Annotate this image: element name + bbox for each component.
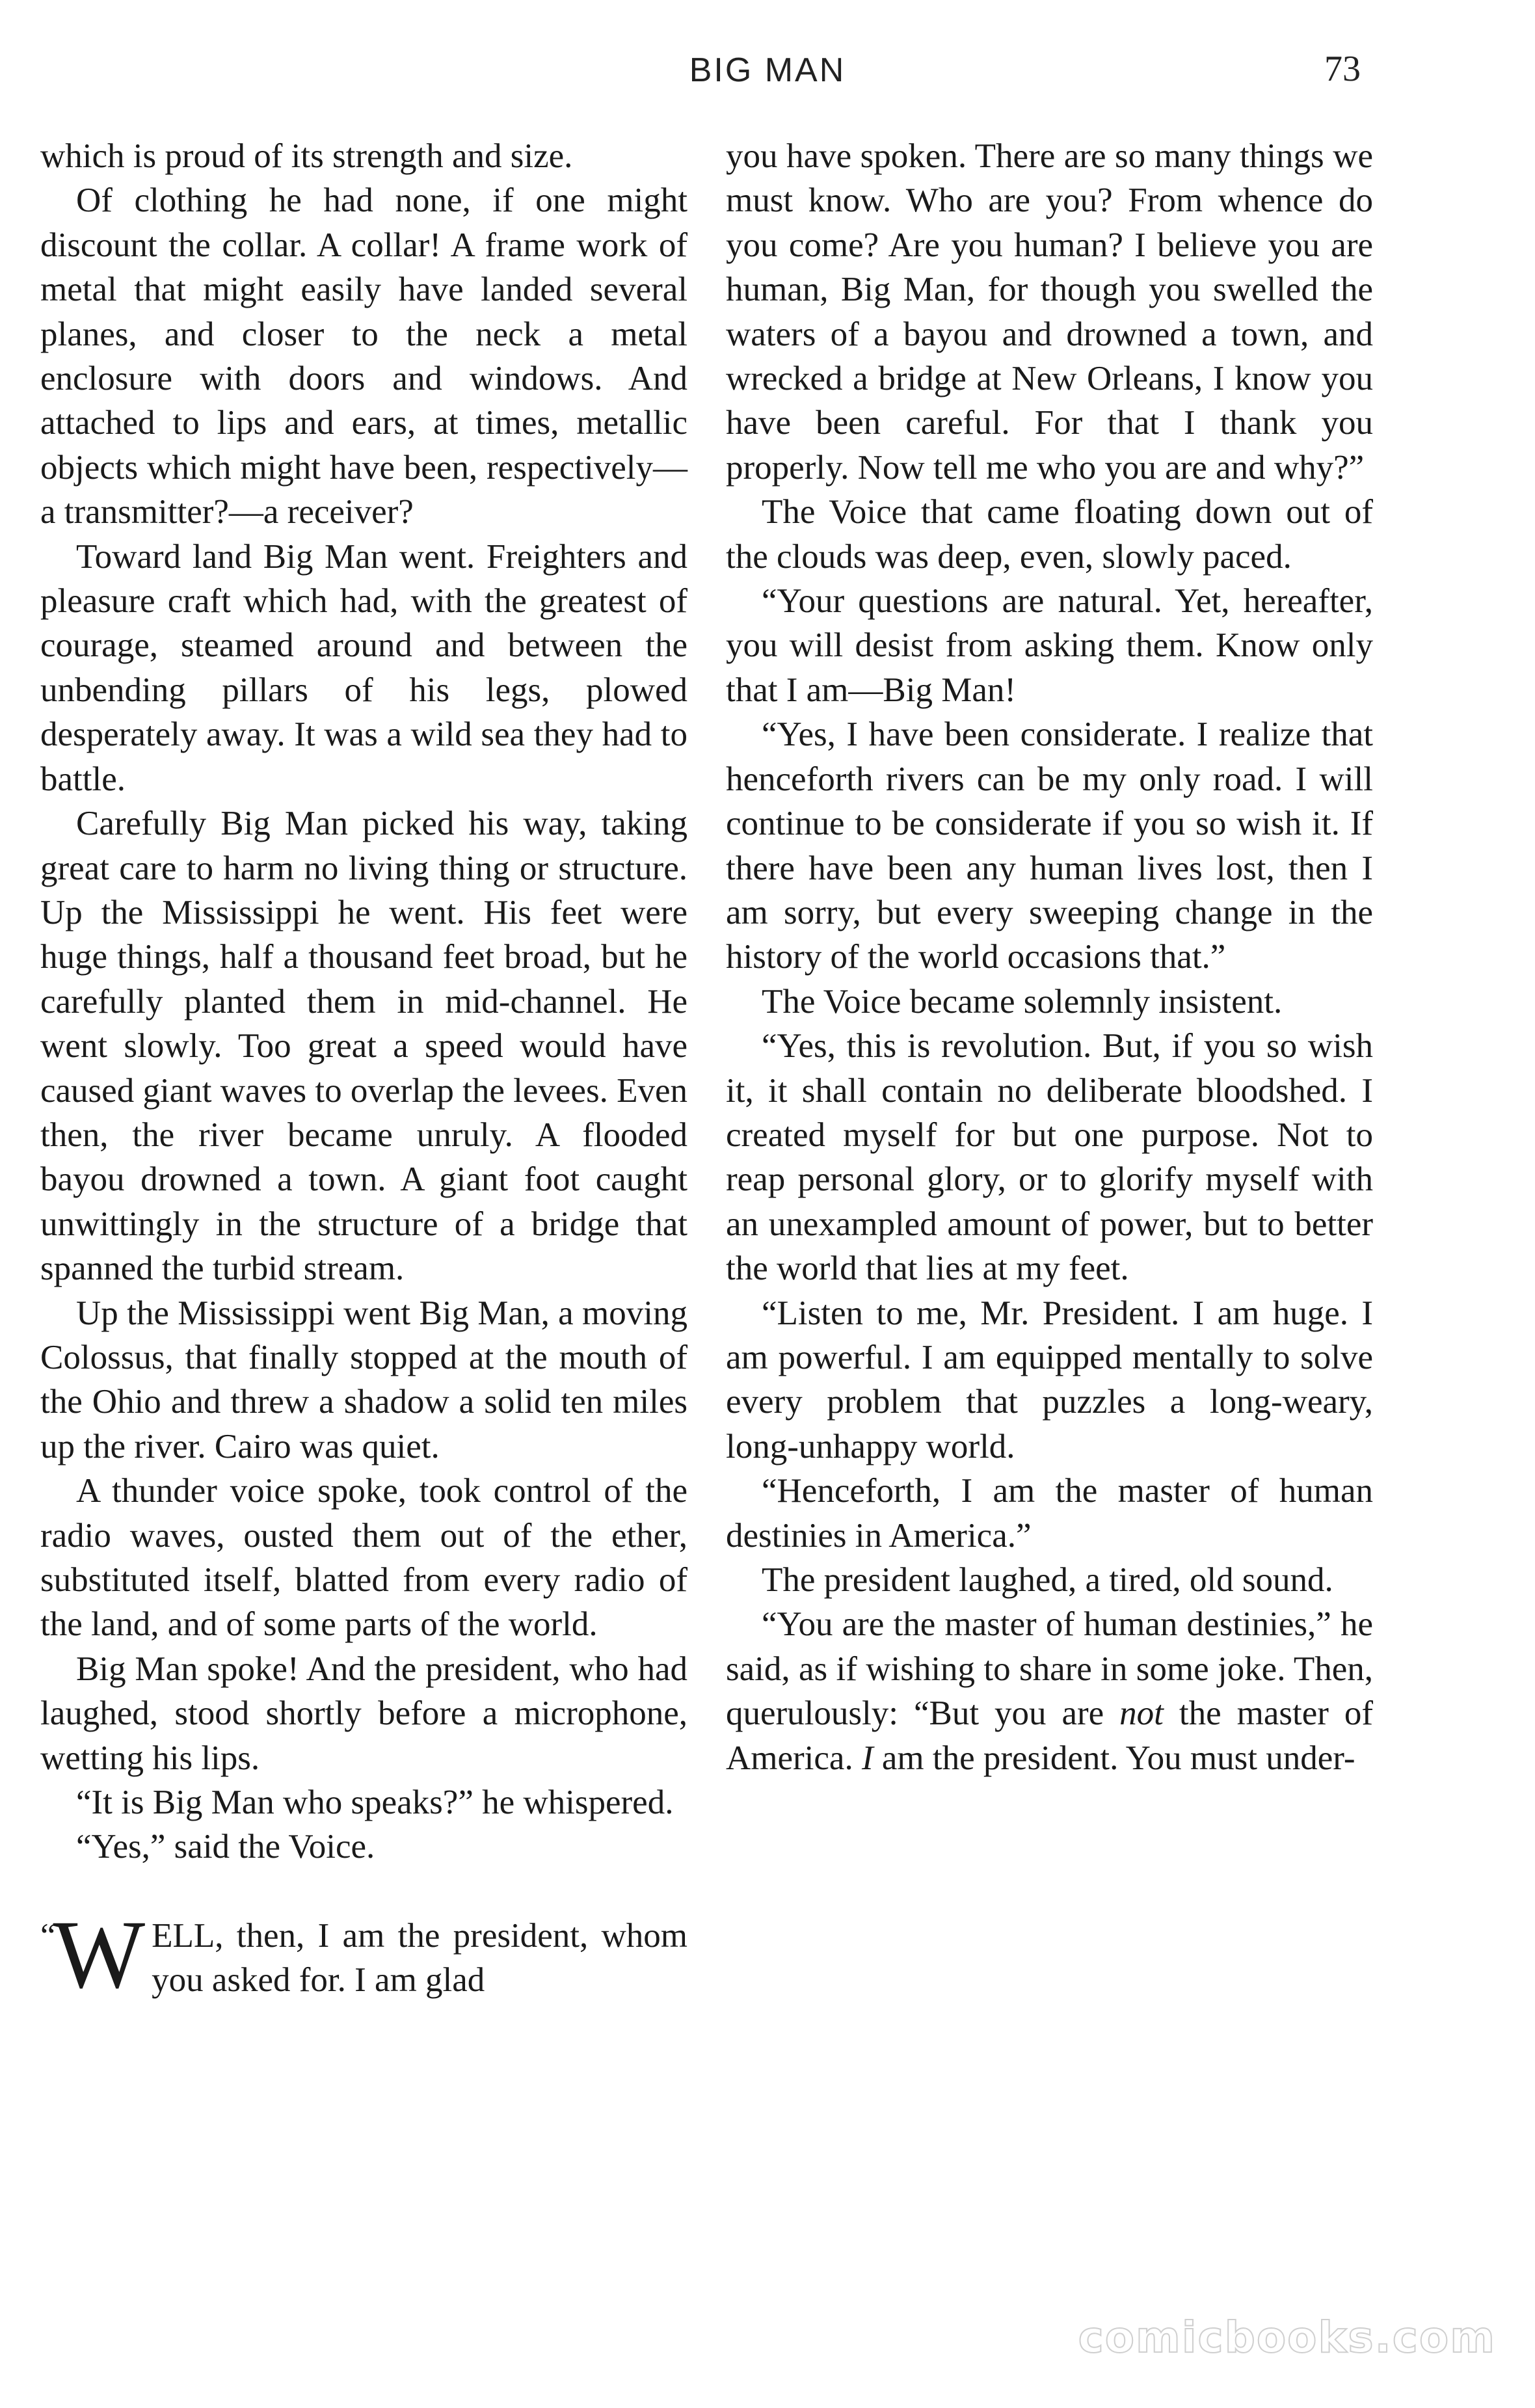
watermark: comicbooks.com [1078,2312,1496,2362]
paragraph: “Listen to me, Mr. President. I am huge. I am powerful. I am equipped mentally to solve every problem that puzzles a long-weary, long-unhappy world. [726,1294,1373,1465]
paragraph: Carefully Big Man picked his way, taking great care to harm no living thing or structure. Up the Mississippi he went. His feet were huge things, half a thousand feet broad, but he carefully planted them in mid-channel. He went slowly. Too great a speed would have caused giant waves to overlap the levees. Even then, the river became unruly. A flooded bayou drowned a town. A giant foot caught unwittingly in the structure of a bridge that spanned the turbid stream. [40,805,687,1288]
drop-cap-paragraph [40,1900,687,2009]
paragraph: Of clothing he had none, if one might discount the collar. A collar! A frame work of metal that might easily have landed several planes, and closer to the neck a metal enclosure with doors and windows. And attached to lips and ears, at times, metallic objects which might have been, respectively—a transmitter?—a receiver? [40,181,687,531]
paragraph: Up the Mississippi went Big Man, a moving Colossus, that finally stopped at the mouth of the Ohio and threw a shadow a solid ten miles up the river. Cairo was quiet. [40,1294,687,1465]
paragraph: Toward land Big Man went. Freighters and pleasure craft which had, with the greatest of courage, steamed around and between the unbending pillars of his legs, plowed desperately away. It was a wild sea they had to battle. [40,537,687,798]
paragraph: you have spoken. There are so many things we must know. Who are you? From whence do you come? Are you human? I believe you are human, Big Man, for though you swelled the waters of a bayou and drowned a town, and wrecked a bridge at New Orleans, I know you have been careful. For that I thank you properly. Now tell me who you are and why?” [726,137,1373,487]
paragraph: The president laughed, a tired, old sound. [762,1561,1333,1599]
paragraph: “Henceforth, I am the master of human destinies in America.” [726,1472,1373,1555]
paragraph: “It is Big Man who speaks?” he whispered. [76,1784,674,1822]
paragraph-text: am the president. You must under- [873,1739,1355,1777]
drop-cap-letter: W [53,1900,146,2009]
paragraph-text: the master of America. [726,1694,1373,1777]
running-title: BIG MAN [689,51,846,89]
page-number: 73 [1324,49,1361,89]
paragraph: “Yes, this is revolution. But, if you so wish it, it shall contain no deliberate bloodshed. I created myself for but one purpose. Not to reap personal glory, or to glorify myself with an unexampled amount of power, but to better the world that lies at my feet. [726,1027,1373,1288]
paragraph: “Your questions are natural. Yet, hereafter, you will desist from asking them. Know only that I am—Big Man! [726,582,1373,709]
paragraph [726,1602,1373,1780]
paragraph: which is proud of its strength and size. [40,137,573,175]
left-column [40,134,687,2009]
paragraph-text: “You are the master of human destinies,” he said, as if wishing to share in some joke. Then, querulously: “But you are [726,1605,1373,1733]
emphasis-i: I [861,1739,874,1777]
paragraph: The Voice became solemnly insistent. [762,982,1283,1021]
paragraph: A thunder voice spoke, took control of the radio waves, ousted them out of the ether, substituted itself, blatted from every radio of the land, and of some parts of the world. [40,1472,687,1644]
paragraph: The Voice that came floating down out of the clouds was deep, even, slowly paced. [726,493,1373,576]
drop-cap-quote: “ [40,1916,56,1955]
paragraph: Big Man spoke! And the president, who had laughed, stood shortly before a microphone, wetting his lips. [40,1650,687,1777]
paragraph: “Yes, I have been considerate. I realize that henceforth rivers can be my only road. I will continue to be considerate if you so wish it. If there have been any human lives lost, then I am sorry, but every sweeping change in the history of the world occasions that.” [726,716,1373,976]
right-column [726,134,1373,1780]
drop-cap-text: ELL, then, I am the president, whom you asked for. I am glad [152,1916,687,2000]
emphasis-not: not [1119,1694,1164,1733]
paragraph: “Yes,” said the Voice. [76,1828,375,1866]
